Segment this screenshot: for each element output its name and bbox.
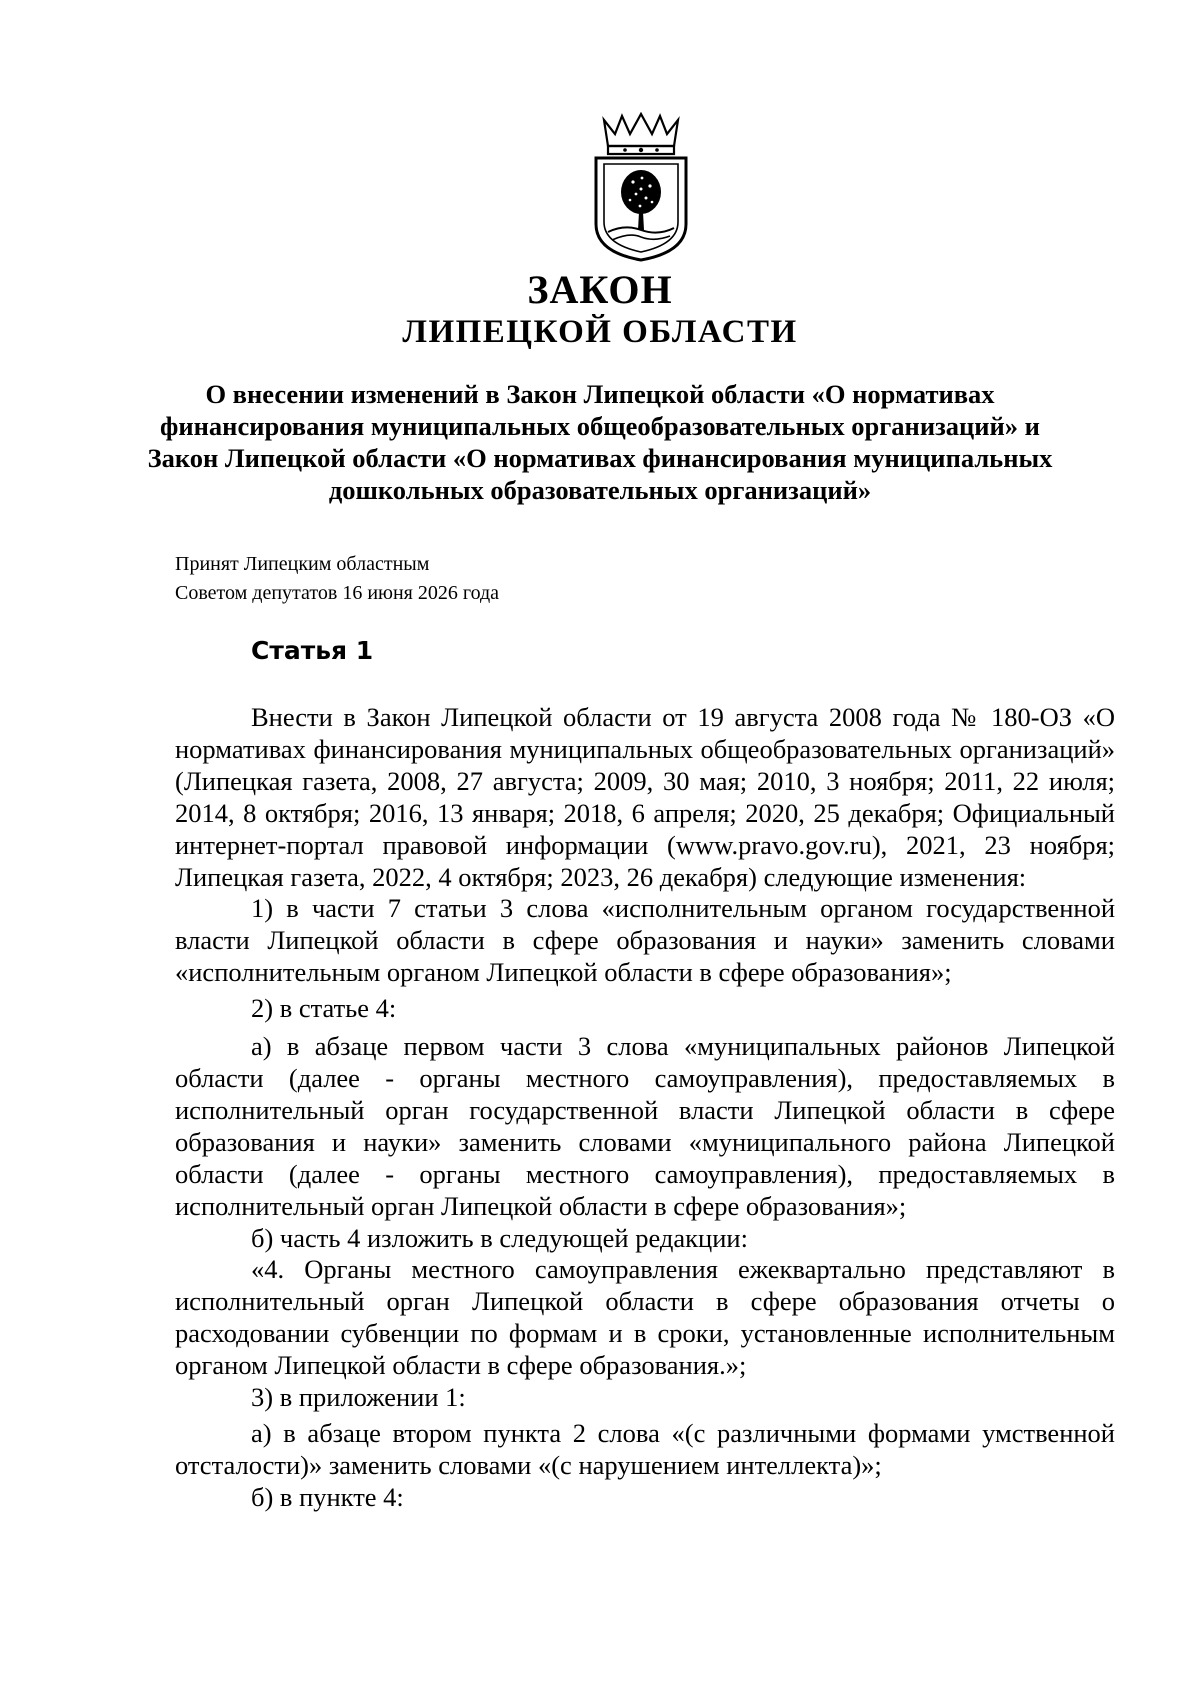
- adoption-info: [175, 550, 499, 608]
- article-heading: Статья 1: [251, 636, 374, 665]
- article-paragraph: 1) в части 7 статьи 3 слова «исполнительным органом государственной власти Липецкой области в сфере образования и науки» заменить словами «исполнительным органом Липецкой области в сфере образования»;: [175, 893, 1115, 988]
- article-paragraph: «4. Органы местного самоуправления ежеквартально представляют в исполнительный орган Липецкой области в сфере образования отчеты о расходовании субвенции по формам и в сроки, установленные исполнительным органом Липецкой области в сфере образования.»;: [175, 1254, 1115, 1381]
- article-paragraph: 2) в статье 4:: [251, 993, 397, 1024]
- article-paragraph: 3) в приложении 1:: [251, 1382, 466, 1413]
- article-paragraph: б) часть 4 изложить в следующей редакции:: [251, 1222, 748, 1253]
- law-title: ЗАКОН: [527, 267, 673, 312]
- law-subject: О внесении изменений в Закон Липецкой области «О нормативах финансирования муниципальных общеобразовательных организаций» и Закон Липецкой области «О нормативах финансирования муниципальных дошкольных образовательных организаций»: [147, 379, 1053, 505]
- article-paragraph: Внести в Закон Липецкой области от 19 августа 2008 года № 180-ОЗ «О нормативах финансирования муниципальных общеобразовательных организаций» (Липецкая газета, 2008, 27 августа; 2009, 30 мая; 2010, 3 ноября; 2011, 22 июля; 2014, 8 октября; 2016, 13 января; 2018, 6 апреля; 2020, 25 декабря; Официальный интернет-портал правовой информации (www.pravo.gov.ru), 2021, 23 ноября; Липецкая газета, 2022, 4 октября; 2023, 26 декабря) следующие изменения:: [175, 702, 1115, 892]
- adoption-line-1: Принят Липецким областным: [175, 553, 430, 575]
- article-body: [175, 702, 1115, 1514]
- article-paragraph: а) в абзаце втором пункта 2 слова «(с различными формами умственной отсталости)» заменить словами «(с нарушением интеллекта)»;: [175, 1417, 1115, 1480]
- article-paragraph: а) в абзаце первом части 3 слова «муниципальных районов Липецкой области (далее - органы местного самоуправления), предоставляемых в исполнительный орган государственной власти Липецкой области в сфере образования и науки» заменить словами «муниципального района Липецкой области (далее - органы местного самоуправления), предоставляемых в исполнительный орган Липецкой области в сфере образования»;: [175, 1031, 1115, 1221]
- coat-of-arms-icon: [590, 112, 692, 262]
- adoption-line-2: Советом депутатов 16 июня 2026 года: [175, 582, 500, 604]
- article-paragraph: б) в пункте 4:: [251, 1481, 404, 1512]
- law-region: ЛИПЕЦКОЙ ОБЛАСТИ: [402, 314, 798, 350]
